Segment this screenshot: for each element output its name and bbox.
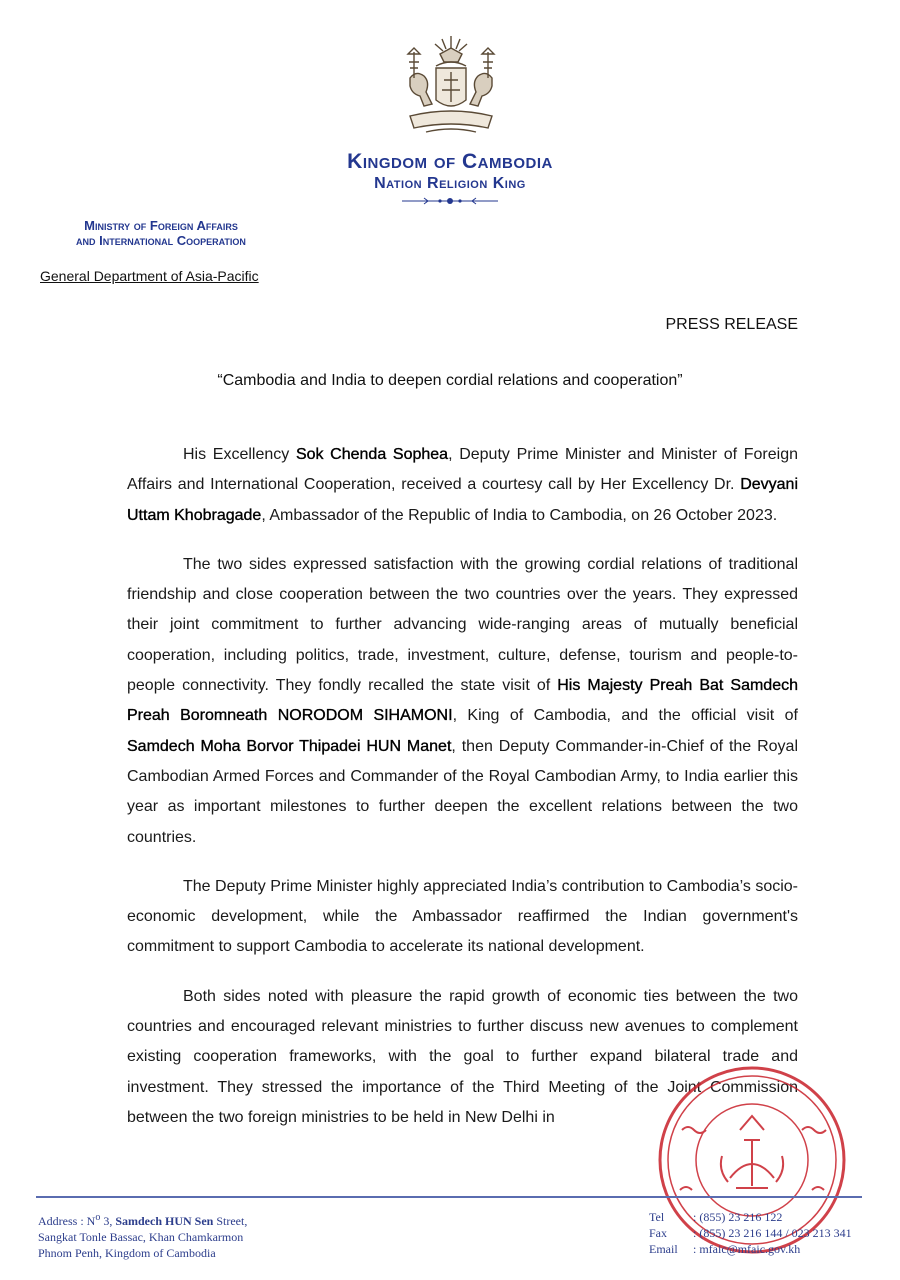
national-motto: Nation Religion King — [374, 175, 526, 192]
paragraph-3 — [127, 872, 798, 963]
press-body — [127, 440, 798, 1152]
divider-ornament-icon — [400, 196, 500, 206]
paragraph-text: The two sides expressed satisfaction with the growing cordial relations of traditional friendship and close cooperation between the two countries over the years. They expressed their joint commitment to further advancing wide-ranging areas of mutually beneficial cooperation, including politics, trade, investment, culture, defense, tourism and people-to-people connectivity. They fondly recalled the state visit of — [127, 555, 798, 695]
address-prefix: Address : N — [38, 1214, 96, 1228]
address-line-2: Sangkat Tonle Bassac, Khan Chamkarmon — [38, 1230, 244, 1244]
paragraph-1 — [127, 440, 798, 531]
paragraph-text: Both sides noted with pleasure the rapid growth of economic ties between the two countries and encouraged relevant ministries to further discuss new avenues to complement existing cooperation frameworks, with the goal to further expand bilateral trade and investment. They stressed the importance of the Third Meeting of the Joint Commission between the two foreign ministries to be held in New Delhi in — [127, 987, 798, 1126]
ministry-line-1: Ministry of Foreign Affairs — [84, 218, 238, 233]
press-headline: “Cambodia and India to deepen cordial relations and cooperation” — [217, 372, 683, 389]
bold-name: His Majesty Preah Bat Samdech Preah Boromneath NORODOM SIHAMONI — [127, 677, 798, 725]
address-line-3: Phnom Penh, Kingdom of Cambodia — [38, 1246, 216, 1260]
fax-label: Fax — [649, 1226, 667, 1240]
tel-value: : (855) 23 216 122 — [693, 1210, 783, 1224]
bold-name: Sok Chenda Sophea — [295, 446, 449, 463]
ministry-name — [36, 218, 286, 248]
address-line-1 — [38, 1210, 247, 1229]
paragraph-text: , then Deputy Commander-in-Chief of the Royal Cambodian Armed Forces and Commander of the Royal Cambodian Army, to India earlier this year as important milestones to further deepen the excellent relations between the two countries. — [127, 737, 799, 846]
footer-divider — [36, 1196, 862, 1198]
footer-address — [38, 1210, 247, 1261]
paragraph-text: , Deputy Prime Minister and Minister of Foreign Affairs and International Cooperation, received a courtesy call by Her Excellency Dr. — [127, 446, 799, 494]
paragraph-text: , Ambassador of the Republic of India to Cambodia, on 26 October 2023. — [261, 506, 778, 524]
bold-name: Devyani Uttam Khobragade — [127, 476, 798, 524]
ministry-line-2: and International Cooperation — [76, 233, 246, 248]
department-name: General Department of Asia-Pacific — [40, 268, 259, 284]
address-number: 3, — [100, 1214, 116, 1228]
tel-label: Tel — [649, 1210, 665, 1224]
address-street-suffix: Street, — [213, 1214, 248, 1228]
address-street-name: Samdech HUN Sen — [115, 1214, 214, 1228]
email-label: Email — [649, 1242, 678, 1256]
country-title: Kingdom of Cambodia — [347, 150, 553, 173]
royal-crest-icon — [396, 32, 506, 140]
address-sup: o — [95, 1212, 101, 1223]
tel-line — [649, 1209, 852, 1225]
footer-contacts — [649, 1209, 852, 1257]
email-value[interactable]: : mfaic@mfaic.gov.kh — [693, 1242, 801, 1256]
bold-name: Samdech Moha Borvor Thipadei HUN Manet — [127, 737, 452, 755]
paragraph-text: , King of Cambodia, and the official visit of — [452, 707, 798, 725]
paragraph-text: The Deputy Prime Minister highly appreciated India’s contribution to Cambodia’s socio-economic development, while the Ambassador reaffirmed the Indian government's commitment to support Cambodia to accelerate its national development. — [127, 877, 798, 956]
email-line — [649, 1241, 852, 1257]
fax-value: : (855) 23 216 144 / 023 213 341 — [693, 1226, 852, 1240]
paragraph-text: His Excellency — [183, 446, 296, 463]
paragraph-2 — [127, 550, 798, 853]
document-type: PRESS RELEASE — [665, 316, 798, 333]
fax-line — [649, 1225, 852, 1241]
